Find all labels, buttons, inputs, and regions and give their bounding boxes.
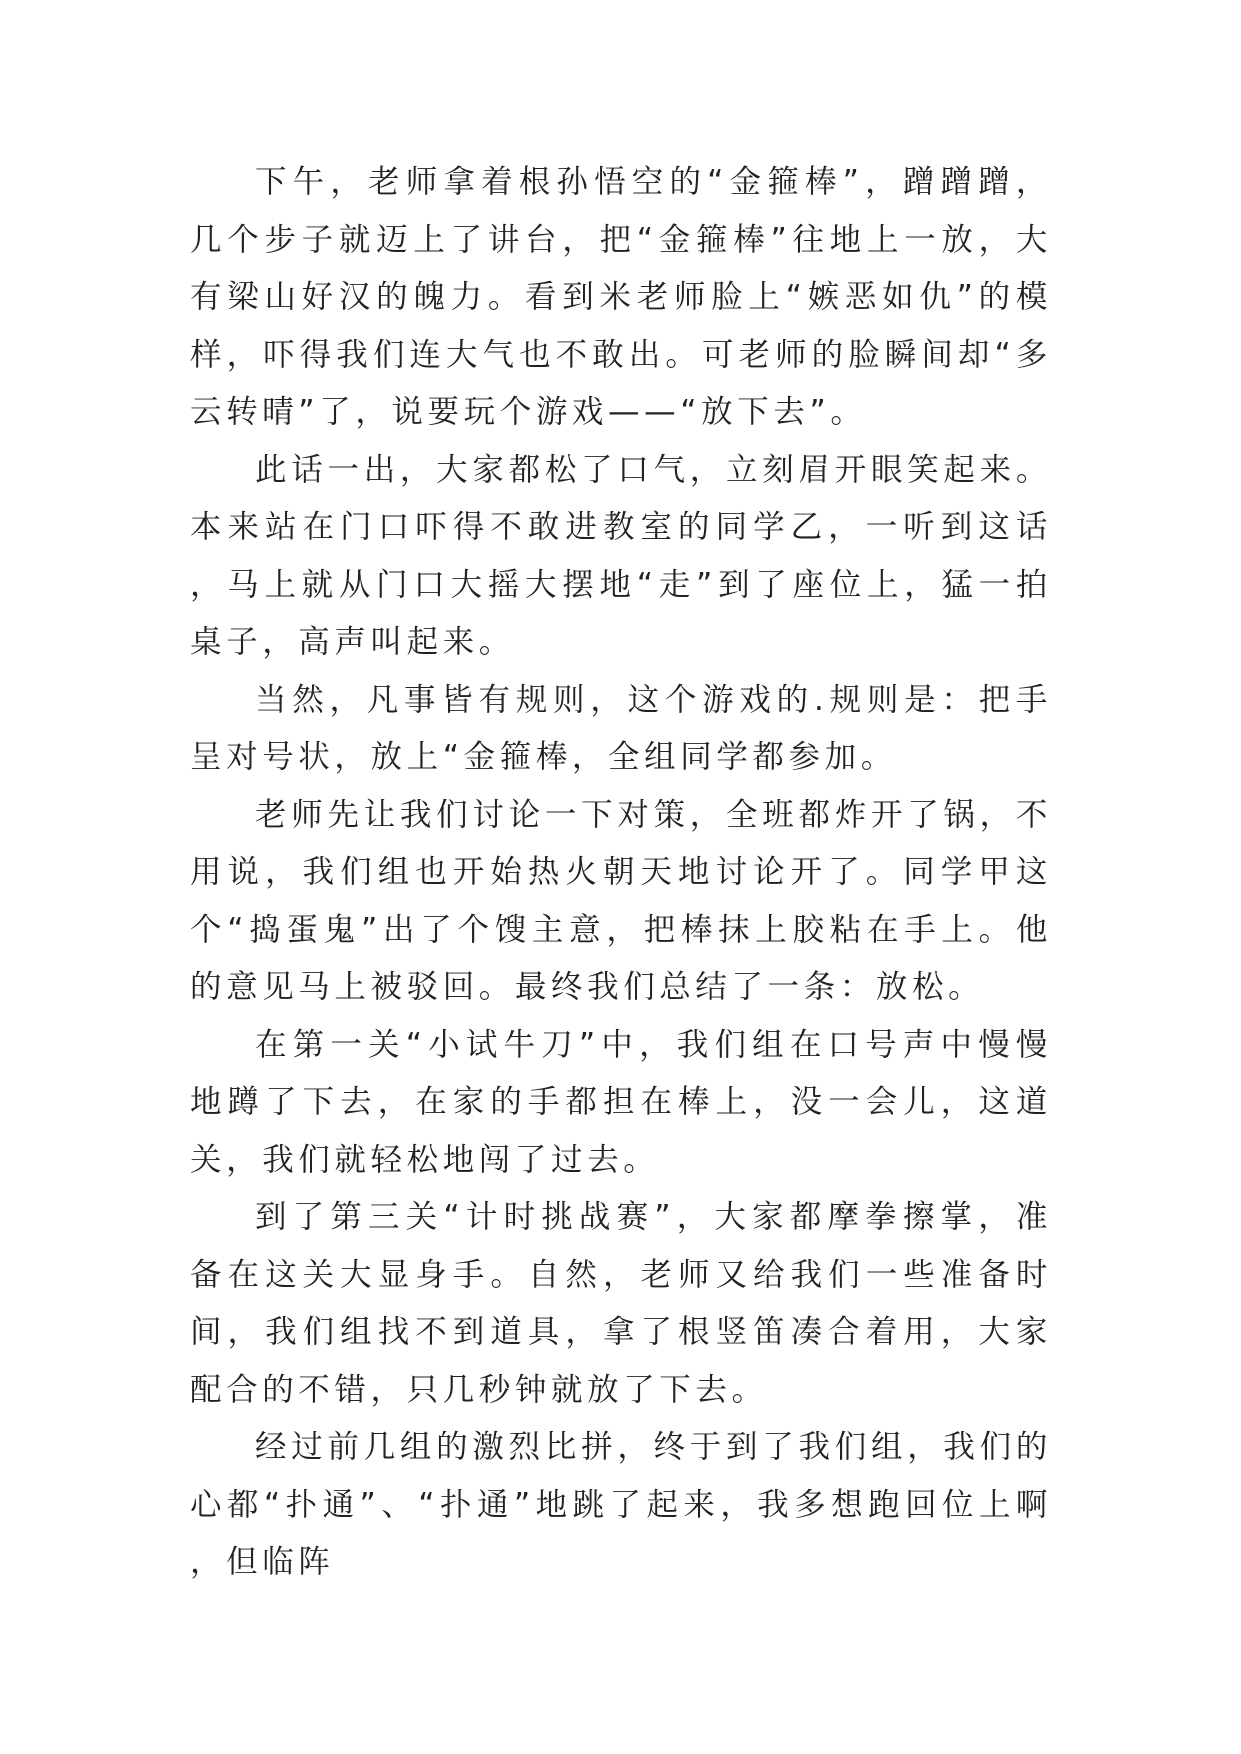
- paragraph-1: 下午，老师拿着根孙悟空的“金箍棒”，蹭蹭蹭，几个步子就迈上了讲台，把“金箍棒”往地上一放，大有梁山好汉的魄力。看到米老师脸上“嫉恶如仇”的模样，吓得我们连大气也不敢出。可老师的脸瞬间却“多云转晴”了，说要玩个游戏——“放下去”。: [190, 164, 1052, 430]
- document-body: [190, 154, 1052, 1592]
- paragraph-7: 经过前几组的激烈比拼，终于到了我们组，我们的心都“扑通”、“扑通”地跳了起来，我多想跑回位上啊，但临阵: [190, 1429, 1052, 1580]
- paragraph-3: 当然，凡事皆有规则，这个游戏的.规则是：把手呈对号状，放上“金箍棒，全组同学都参加。: [190, 681, 1052, 775]
- paragraph-6: 到了第三关“计时挑战赛”，大家都摩拳擦掌，准备在这关大显身手。自然，老师又给我们一些准备时间，我们组找不到道具，拿了根竖笛凑合着用，大家配合的不错，只几秒钟就放了下去。: [190, 1199, 1052, 1408]
- paragraph-5: 在第一关“小试牛刀”中，我们组在口号声中慢慢地蹲了下去，在家的手都担在棒上，没一会儿，这道关，我们就轻松地闯了过去。: [190, 1026, 1052, 1178]
- paragraph-2: 此话一出，大家都松了口气，立刻眉开眼笑起来。本来站在门口吓得不敢进教室的同学乙，一听到这话，马上就从门口大摇大摆地“走”到了座位上，猛一拍桌子，高声叫起来。: [190, 451, 1052, 660]
- paragraph-4: 老师先让我们讨论一下对策，全班都炸开了锅，不用说，我们组也开始热火朝天地讨论开了。同学甲这个“捣蛋鬼”出了个馊主意，把棒抹上胶粘在手上。他的意见马上被驳回。最终我们总结了一条：放松。: [190, 796, 1052, 1005]
